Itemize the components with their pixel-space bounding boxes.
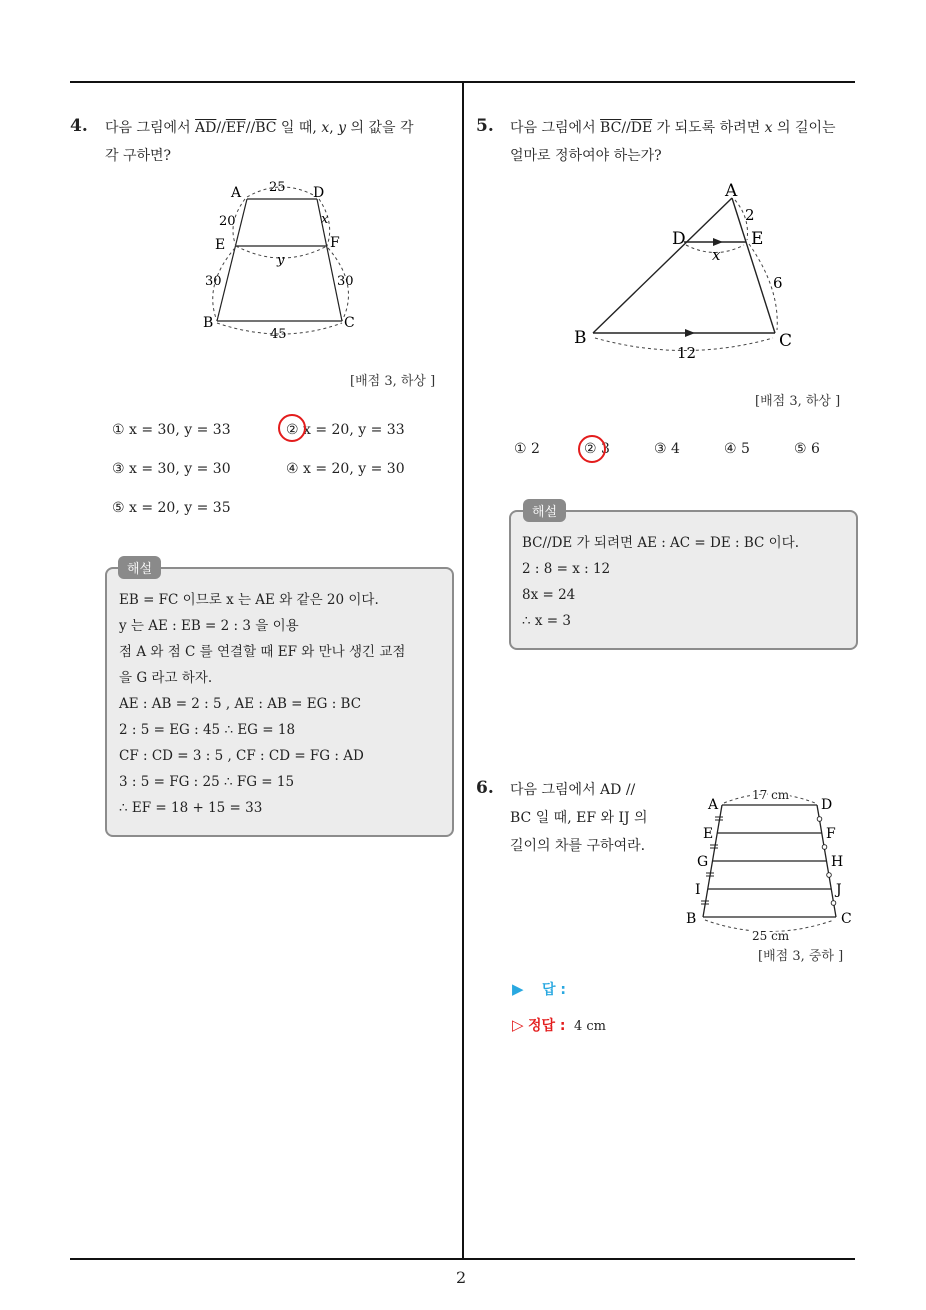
q6-answer-row — [512, 979, 566, 999]
q5-expl-line-1: BC//DE 가 되려면 AE : AC = DE : BC 이다. — [522, 535, 799, 551]
q4-explanation-tag: 해설 — [118, 556, 161, 579]
q5-len-x: x — [712, 246, 721, 264]
q5-expl-line-4: ∴ x = 3 — [522, 613, 571, 629]
q4-expl-line-8: 3 : 5 = FG : 25 ∴ FG = 15 — [119, 774, 295, 790]
q5-text-line2: 얼마로 정하여야 하는가? — [510, 148, 662, 164]
q4-expl-line-7: CF : CD = 3 : 5 , CF : CD = FG : AD — [119, 748, 364, 764]
q6-len-top: 17 cm — [752, 788, 790, 802]
q4-seg-bc: $\overline{BC}$ — [255, 120, 277, 136]
q5-answer-circle — [578, 435, 606, 463]
q6-correct-row — [512, 1015, 606, 1035]
q4-choice-5[interactable]: ⑤ x = 20, y = 35 — [112, 500, 231, 516]
q5-meta: [배점 3, 하상 ] — [755, 394, 841, 409]
q4-seg-ad: $\overline{AD}$ — [195, 120, 217, 136]
q6-len-bottom: 25 cm — [752, 929, 790, 943]
q6-meta: [배점 3, 중하 ] — [758, 949, 844, 964]
q5-len-ec: 6 — [773, 274, 783, 292]
q6-label-h: H — [831, 854, 844, 870]
q4-seg-ef: $\overline{EF}$ — [225, 120, 246, 136]
q5-choice-5[interactable]: ⑤ 6 — [794, 441, 820, 457]
q5-label-e: E — [751, 229, 764, 249]
q4-expl-line-2: y 는 AE : EB = 2 : 3 을 이용 — [119, 618, 299, 634]
q4-len-top: 25 — [269, 180, 286, 195]
q5-explanation-tag: 해설 — [523, 499, 566, 522]
q5-len-ae: 2 — [745, 206, 755, 224]
q4-expl-line-9: ∴ EF = 18 + 15 = 33 — [119, 800, 263, 816]
q5-par: // — [621, 120, 631, 136]
q5-number: 5. — [476, 116, 494, 136]
q5-question — [510, 114, 870, 170]
q4-choice-2[interactable]: ② x = 20, y = 33 — [286, 422, 405, 438]
q4-choice-3[interactable]: ③ x = 30, y = 30 — [112, 461, 231, 477]
q6-number: 6. — [476, 778, 494, 798]
q5-expl-line-3: 8x = 24 — [522, 587, 576, 603]
q6-figure — [683, 783, 863, 943]
q4-figure — [195, 175, 365, 345]
bottom-rule — [70, 1258, 855, 1260]
q4-text-1: 다음 그림에서 — [105, 120, 196, 136]
q4-len-x: x — [321, 212, 329, 227]
q4-expl-line-1: EB = FC 이므로 x 는 AE 와 같은 20 이다. — [119, 592, 379, 608]
q6-text-line3: 길이의 차를 구하여라. — [510, 838, 646, 854]
q4-comma: , — [329, 120, 339, 136]
q5-choice-3[interactable]: ③ 4 — [654, 441, 680, 457]
q6-question — [510, 776, 680, 860]
q6-text-line1: 다음 그림에서 AD // — [510, 782, 636, 798]
q6-label-g: G — [697, 854, 709, 870]
q5-choice-4[interactable]: ④ 5 — [724, 441, 750, 457]
q4-question — [105, 114, 455, 170]
q5-len-bc: 12 — [677, 344, 697, 362]
q5-choice-1[interactable]: ① 2 — [514, 441, 540, 457]
q4-text-line2: 각 구하면? — [105, 148, 172, 164]
column-divider — [462, 81, 464, 1259]
q5-text-2: 가 되도록 하려면 — [652, 120, 765, 136]
q6-label-e: E — [703, 826, 714, 842]
q4-label-f: F — [330, 235, 340, 251]
q4-number: 4. — [70, 116, 88, 136]
q4-label-c: C — [344, 315, 355, 331]
q6-label-c: C — [841, 911, 852, 927]
q5-choice-2[interactable]: ② 3 — [584, 441, 610, 457]
q5-label-c: C — [779, 331, 793, 351]
q4-len-bottom: 45 — [270, 327, 287, 342]
q6-label-b: B — [686, 911, 697, 927]
q4-len-y: y — [277, 253, 285, 268]
q6-correct-value: 4 cm — [573, 1019, 606, 1034]
q6-label-i: I — [695, 882, 701, 898]
q4-explanation-box — [105, 567, 454, 837]
q4-label-b: B — [203, 315, 214, 331]
q4-expl-line-6: 2 : 5 = EG : 45 ∴ EG = 18 — [119, 722, 296, 738]
q4-text-3: 의 값을 각 — [346, 120, 414, 136]
q4-len-ae: 20 — [219, 214, 236, 229]
outline-triangle-icon: ▷ — [512, 1016, 524, 1034]
q4-choice-1[interactable]: ① x = 30, y = 33 — [112, 422, 231, 438]
q4-label-a: A — [231, 185, 242, 201]
q4-meta: [배점 3, 하상 ] — [350, 374, 436, 389]
q4-expl-line-5: AE : AB = 2 : 5 , AE : AB = EG : BC — [119, 696, 362, 712]
q4-len-fc: 30 — [337, 274, 354, 289]
q4-par1: // — [216, 120, 226, 136]
q6-correct-label: 정답 : — [528, 1018, 566, 1034]
q5-var-x: x — [764, 120, 773, 136]
q4-label-d: D — [313, 185, 325, 201]
play-triangle-icon: ▶ — [512, 980, 524, 998]
q6-label-a: A — [708, 797, 719, 813]
q5-label-a: A — [725, 181, 738, 201]
q6-answer-label: 답 : — [542, 982, 566, 998]
q4-expl-line-3: 점 A 와 점 C 를 연결할 때 EF 와 만나 생긴 교점 — [119, 644, 406, 660]
q5-label-b: B — [574, 328, 587, 348]
q5-seg-de: $\overline{DE}$ — [630, 120, 653, 136]
q4-par2: // — [245, 120, 256, 136]
page-number: 2 — [456, 1268, 467, 1287]
q4-expl-line-4: 을 G 라고 하자. — [119, 670, 213, 686]
q4-label-e: E — [215, 237, 226, 253]
q4-choice-4[interactable]: ④ x = 20, y = 30 — [286, 461, 405, 477]
q4-text-2: 일 때, — [276, 120, 322, 136]
q5-text-3: 의 길이는 — [772, 120, 836, 136]
q4-answer-circle — [278, 414, 306, 442]
q4-var-y: y — [338, 120, 347, 136]
q6-label-f: F — [826, 826, 836, 842]
q5-label-d: D — [672, 229, 686, 249]
q5-expl-line-2: 2 : 8 = x : 12 — [522, 561, 611, 577]
q5-text-1: 다음 그림에서 — [510, 120, 601, 136]
q4-len-eb: 30 — [205, 274, 222, 289]
q4-var-x: x — [321, 120, 330, 136]
q5-seg-bc: $\overline{BC}$ — [600, 120, 622, 136]
q5-figure — [565, 178, 805, 363]
q6-label-j: J — [836, 882, 842, 898]
q5-explanation-box — [509, 510, 858, 650]
q6-text-line2: BC 일 때, EF 와 IJ 의 — [510, 810, 648, 826]
q6-label-d: D — [821, 797, 833, 813]
